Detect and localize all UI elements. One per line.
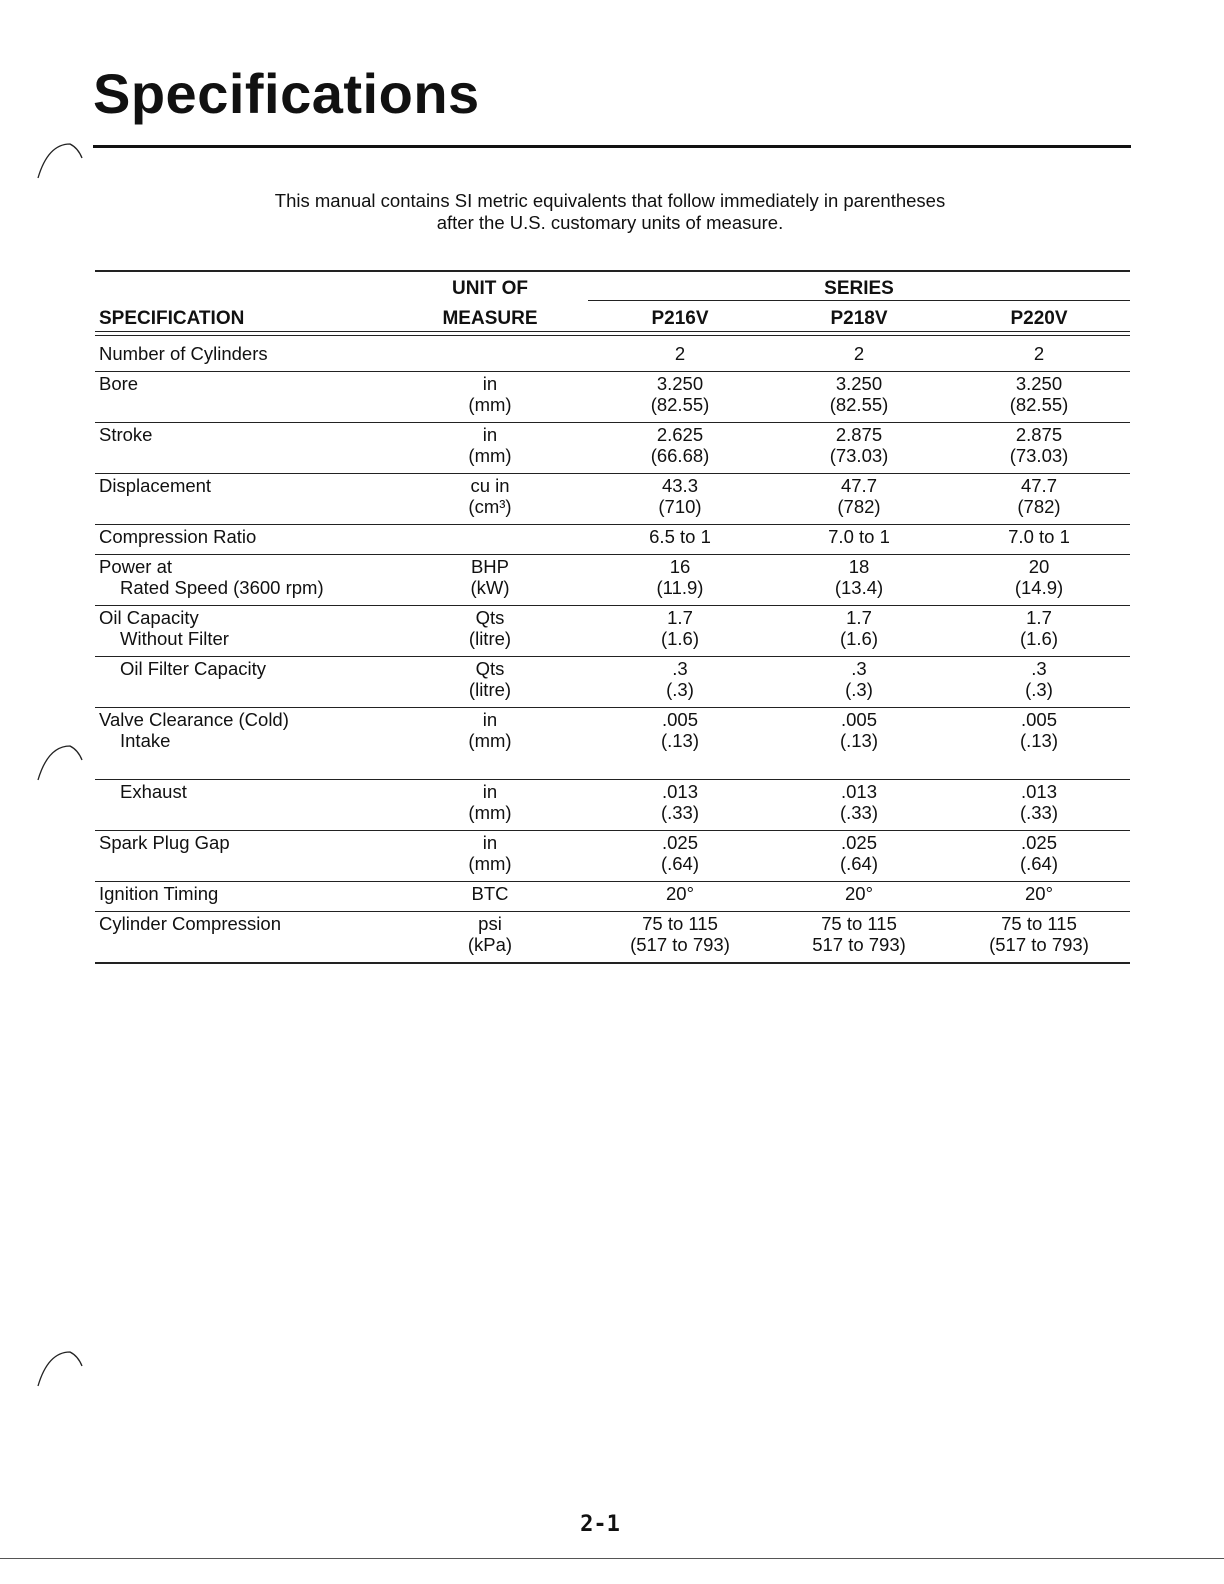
unit-value: (mm) (468, 394, 512, 415)
footer-rule (0, 1558, 1224, 1559)
row-rule (95, 422, 1130, 423)
p216v-value: .025 (661, 832, 698, 853)
unit-value: (litre) (468, 628, 512, 649)
spec-label: Displacement (99, 475, 212, 496)
p220v-value: (14.9) (1014, 577, 1064, 598)
p218v-value: 20° (845, 883, 873, 904)
spec-label: Cylinder Compression (99, 913, 281, 934)
row-rule (95, 707, 1130, 708)
unit-value: cu in (470, 475, 510, 496)
page-title: Specifications (93, 62, 480, 125)
p218v-value: (1.6) (839, 628, 879, 649)
unit-header-line-2: MEASURE (442, 308, 538, 329)
p218v-value: .013 (840, 781, 877, 802)
series-header: SERIES (824, 278, 894, 299)
unit-value: in (482, 832, 498, 853)
binder-hole-mark-bottom (30, 1348, 90, 1388)
p216v-value: 3.250 (656, 373, 704, 394)
p220v-value: 20 (1028, 556, 1050, 577)
intro-note (180, 190, 1040, 234)
intro-line-1: This manual contains SI metric equivalents that follow immediately in parentheses (274, 190, 946, 211)
spec-label: Bore (99, 373, 139, 394)
spec-label: Spark Plug Gap (99, 832, 230, 853)
series-header-rule (588, 300, 1130, 301)
model-header-p216v: P216V (651, 308, 709, 329)
p216v-value: (.64) (660, 853, 700, 874)
p220v-value: .3 (1031, 658, 1047, 679)
intro-line-2: after the U.S. customary units of measure. (436, 212, 784, 233)
p216v-value: (.13) (660, 730, 700, 751)
p218v-value: 18 (848, 556, 870, 577)
row-rule (95, 605, 1130, 606)
unit-value: (mm) (468, 802, 512, 823)
model-header-p218v: P218V (830, 308, 888, 329)
spec-label: Compression Ratio (99, 526, 257, 547)
unit-value: BTC (471, 883, 509, 904)
title-rule (93, 145, 1131, 148)
p218v-value: 47.7 (840, 475, 877, 496)
p220v-value: 1.7 (1026, 607, 1052, 628)
p218v-value: 7.0 to 1 (828, 526, 890, 547)
p220v-value: .013 (1020, 781, 1057, 802)
spec-label: Ignition Timing (99, 883, 219, 904)
p216v-value: 1.7 (667, 607, 693, 628)
p218v-value: (.13) (839, 730, 879, 751)
p220v-value: (1.6) (1019, 628, 1059, 649)
unit-value: in (482, 709, 498, 730)
p218v-value: (.3) (845, 679, 873, 700)
binder-hole-mark-middle (30, 742, 90, 782)
p220v-value: 75 to 115 (1001, 913, 1077, 934)
row-rule (95, 554, 1130, 555)
p216v-value: .013 (661, 781, 698, 802)
p220v-value: 20° (1025, 883, 1053, 904)
p220v-value: 47.7 (1020, 475, 1057, 496)
p220v-value: .005 (1020, 709, 1057, 730)
p218v-value: (.33) (839, 802, 879, 823)
p218v-value: (782) (837, 496, 881, 517)
p220v-value: (82.55) (1009, 394, 1069, 415)
p216v-value: (517 to 793) (630, 934, 730, 955)
p218v-value: 75 to 115 (821, 913, 897, 934)
p220v-value: .025 (1020, 832, 1057, 853)
unit-value: BHP (470, 556, 510, 577)
row-rule (95, 911, 1130, 912)
p218v-value: 3.250 (835, 373, 883, 394)
p216v-value: 75 to 115 (642, 913, 718, 934)
unit-value: (litre) (468, 679, 512, 700)
unit-value: (kPa) (467, 934, 513, 955)
p218v-value: 517 to 793) (812, 934, 906, 955)
row-rule (95, 524, 1130, 525)
p216v-value: .005 (661, 709, 698, 730)
row-rule (95, 473, 1130, 474)
unit-value: (mm) (468, 853, 512, 874)
unit-value: (kW) (470, 577, 510, 598)
p220v-value: (.13) (1019, 730, 1059, 751)
p218v-value: .3 (851, 658, 867, 679)
p220v-value: (.64) (1019, 853, 1059, 874)
model-header-p220v: P220V (1010, 308, 1068, 329)
p216v-value: (82.55) (650, 394, 710, 415)
header-rule-upper (95, 331, 1130, 332)
p216v-value: 2.625 (656, 424, 704, 445)
p218v-value: .025 (840, 832, 877, 853)
spec-label: Exhaust (120, 781, 187, 802)
spec-label: Rated Speed (3600 rpm) (120, 577, 324, 598)
specification-header: SPECIFICATION (99, 308, 245, 329)
header-rule-lower (95, 335, 1130, 336)
table-top-rule (95, 270, 1130, 272)
unit-header-line-1: UNIT OF (452, 278, 528, 299)
p216v-value: 43.3 (661, 475, 698, 496)
p216v-value: 2 (674, 343, 686, 364)
row-rule (95, 656, 1130, 657)
p216v-value: .3 (672, 658, 688, 679)
p218v-value: 2 (853, 343, 865, 364)
spec-label: Valve Clearance (Cold) (99, 709, 289, 730)
unit-value: Qts (475, 658, 505, 679)
p220v-value: (.3) (1025, 679, 1053, 700)
spec-label: Number of Cylinders (99, 343, 268, 364)
p218v-value: (.64) (839, 853, 879, 874)
p220v-value: (782) (1017, 496, 1061, 517)
p218v-value: .005 (840, 709, 877, 730)
p220v-value: (73.03) (1009, 445, 1069, 466)
row-rule (95, 881, 1130, 882)
unit-value: psi (478, 913, 502, 934)
spec-label: Oil Capacity (99, 607, 199, 628)
row-rule (95, 371, 1130, 372)
p220v-value: 2 (1033, 343, 1045, 364)
row-rule (95, 830, 1130, 831)
spec-label: Power at (99, 556, 173, 577)
p220v-value: (517 to 793) (989, 934, 1089, 955)
unit-value: in (482, 373, 498, 394)
unit-value: (cm³) (468, 496, 512, 517)
p218v-value: 2.875 (835, 424, 883, 445)
p216v-value: 6.5 to 1 (649, 526, 711, 547)
p216v-value: (.33) (660, 802, 700, 823)
spec-label: Oil Filter Capacity (120, 658, 266, 679)
p216v-value: (66.68) (650, 445, 710, 466)
binder-hole-mark-top (30, 140, 90, 180)
unit-value: in (482, 781, 498, 802)
p218v-value: 1.7 (846, 607, 872, 628)
unit-value: (mm) (468, 445, 512, 466)
row-rule (95, 962, 1130, 964)
spec-label: Stroke (99, 424, 153, 445)
p218v-value: (73.03) (829, 445, 889, 466)
p220v-value: 3.250 (1015, 373, 1063, 394)
p216v-value: (710) (658, 496, 702, 517)
p220v-value: (.33) (1019, 802, 1059, 823)
spec-label: Intake (120, 730, 171, 751)
p216v-value: (1.6) (660, 628, 700, 649)
p216v-value: (.3) (666, 679, 694, 700)
unit-value: (mm) (468, 730, 512, 751)
p216v-value: (11.9) (656, 577, 704, 598)
row-rule (95, 779, 1130, 780)
unit-value: Qts (475, 607, 505, 628)
p216v-value: 16 (669, 556, 691, 577)
p216v-value: 20° (666, 883, 694, 904)
p220v-value: 2.875 (1015, 424, 1063, 445)
unit-value: in (482, 424, 498, 445)
page-number: 2-1 (580, 1512, 620, 1537)
p220v-value: 7.0 to 1 (1008, 526, 1070, 547)
spec-label: Without Filter (120, 628, 229, 649)
p218v-value: (82.55) (829, 394, 889, 415)
p218v-value: (13.4) (834, 577, 884, 598)
